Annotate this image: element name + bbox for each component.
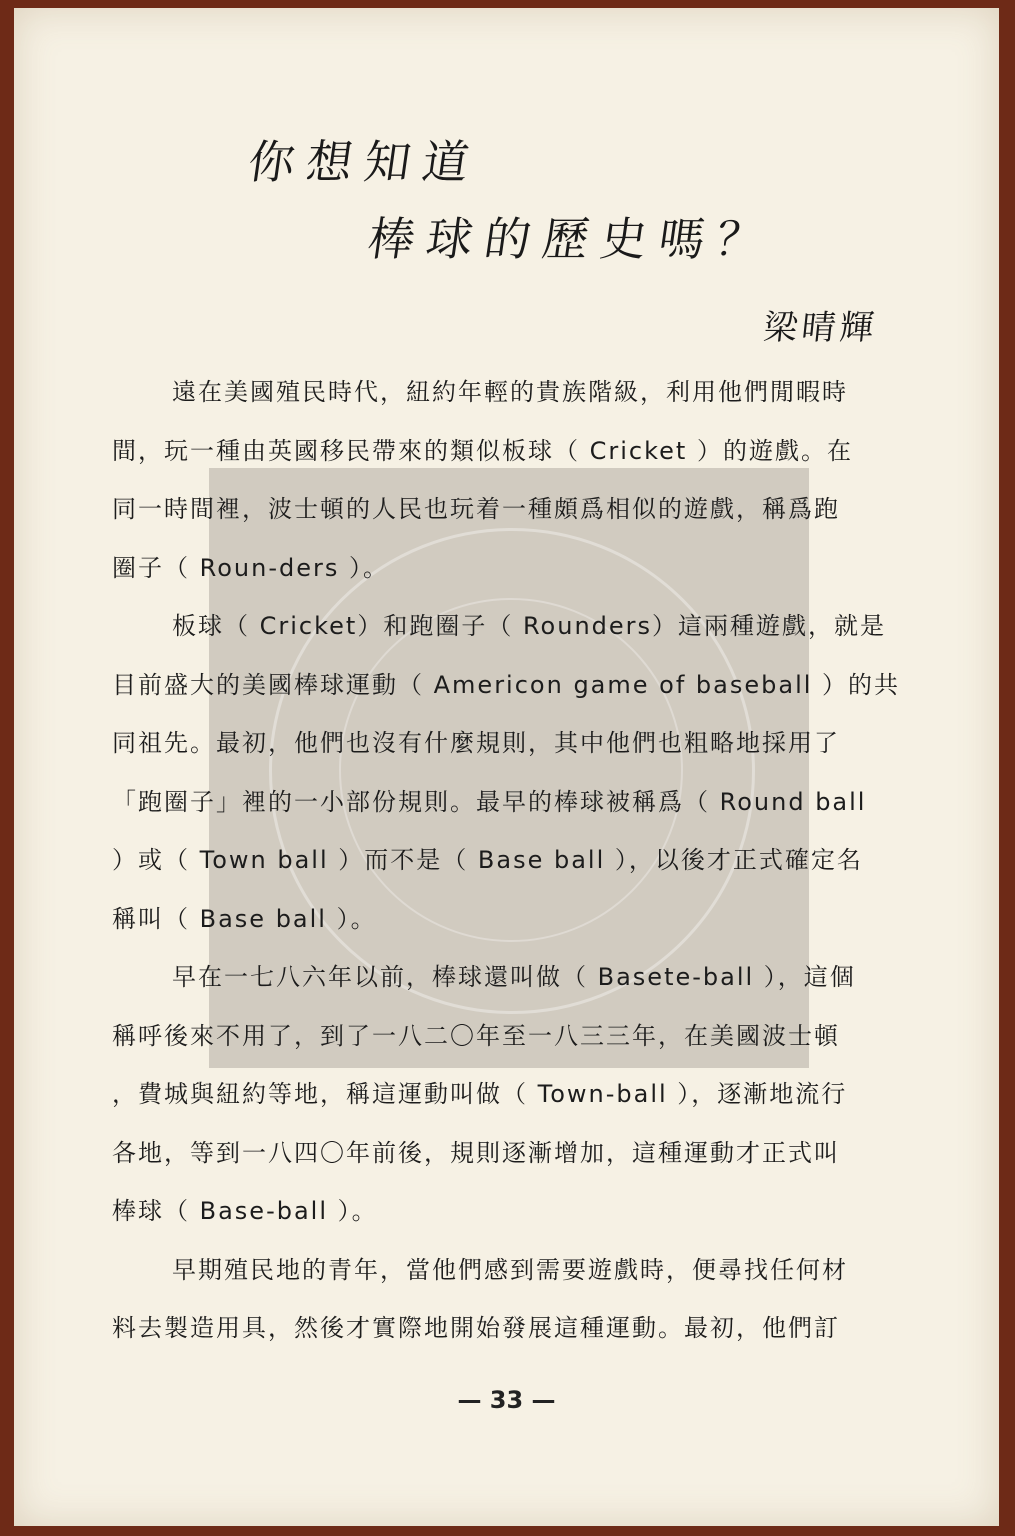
text-line: 稱呼後來不用了，到了一八二〇年至一八三三年，在美國波士頓 <box>112 1021 840 1050</box>
handwritten-title-line-1: 你想知道 <box>244 135 485 189</box>
text-line: 圈子（ Roun-ders ）。 <box>112 553 389 582</box>
text-line: ，費城與紐約等地，稱這運動叫做（ Town-ball ），逐漸地流行 <box>112 1080 848 1108</box>
article-body <box>112 363 972 1358</box>
paragraph <box>112 363 972 597</box>
paragraph <box>112 1241 972 1358</box>
text-line: ）或（ Town ball ）而不是（ Base ball ），以後才正式確定名 <box>112 846 863 874</box>
handwritten-title-line-2: 棒球的歷史嗎？ <box>364 212 779 266</box>
text-line: 各地，等到一八四〇年前後，規則逐漸增加，這種運動才正式叫 <box>112 1138 840 1167</box>
text-line: 目前盛大的美國棒球運動（ Americon game of baseball ）的共 <box>112 670 901 699</box>
text-line: 稱叫（ Base ball ）。 <box>112 904 377 933</box>
text-line: 間，玩一種由英國移民帶來的類似板球（ Cricket ）的遊戲。在 <box>112 436 853 465</box>
text-line: 早期殖民地的青年，當他們感到需要遊戲時，便尋找任何材 <box>172 1255 848 1284</box>
text-line: 同祖先。最初，他們也沒有什麼規則，其中他們也粗略地採用了 <box>112 729 840 757</box>
paragraph <box>112 597 972 948</box>
text-line: 料去製造用具，然後才實際地開始發展這種運動。最初，他們訂 <box>112 1314 840 1342</box>
text-line: 遠在美國殖民時代，紐約年輕的貴族階級，利用他們閒暇時 <box>172 378 848 406</box>
text-line: 「跑圈子」裡的一小部份規則。最早的棒球被稱爲（ Round ball <box>112 787 867 816</box>
page-number: — 33 — <box>457 1386 556 1414</box>
text-line: 同一時間裡，波士頓的人民也玩着一種頗爲相似的遊戲，稱爲跑 <box>112 495 840 523</box>
text-line: 板球（ Cricket）和跑圈子（ Rounders）這兩種遊戲，就是 <box>172 612 887 640</box>
document-page <box>14 8 999 1526</box>
text-line: 早在一七八六年以前，棒球還叫做（ Basete-ball ），這個 <box>172 963 856 991</box>
handwritten-author-name: 梁晴輝 <box>761 308 880 348</box>
text-line: 棒球（ Base-ball ）。 <box>112 1197 378 1225</box>
paragraph <box>112 948 972 1241</box>
